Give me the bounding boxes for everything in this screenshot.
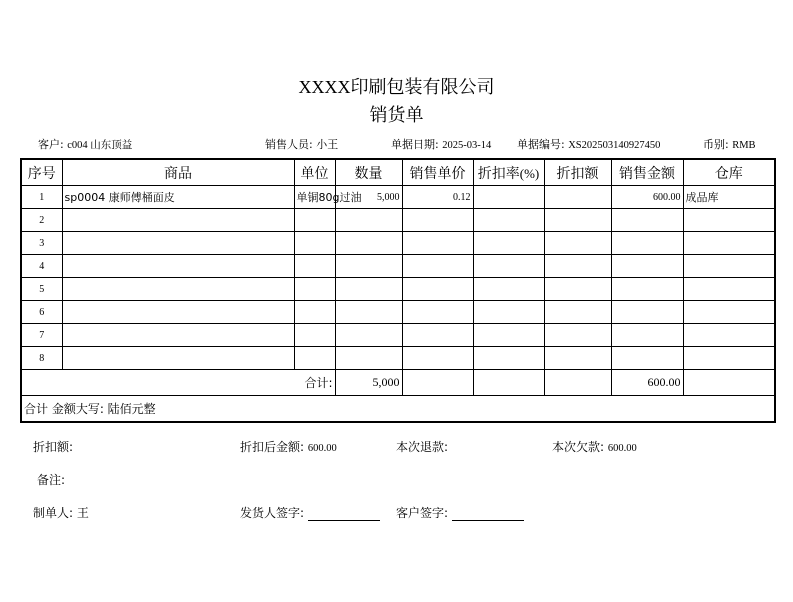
table-row — [21, 347, 775, 370]
row-discount — [544, 255, 611, 278]
header-rate — [473, 159, 544, 186]
currency-value: RMB — [732, 140, 756, 151]
row-product — [62, 278, 294, 301]
shipper-sign-label: 发货人签字: — [240, 506, 305, 520]
header-qty: 数量 — [335, 159, 402, 186]
row-seq: 8 — [21, 347, 62, 370]
row-warehouse — [683, 347, 775, 370]
row-price: 0.12 — [402, 186, 473, 209]
row-seq: 3 — [21, 232, 62, 255]
row-unit — [294, 324, 335, 347]
table-row — [21, 301, 775, 324]
after-discount-field — [240, 438, 337, 455]
table-row — [21, 278, 775, 301]
table-row — [21, 209, 775, 232]
total-row — [21, 370, 775, 396]
row-discount — [544, 186, 611, 209]
remark-field — [37, 471, 65, 488]
row-unit — [294, 255, 335, 278]
row-product — [62, 209, 294, 232]
row-unit — [294, 347, 335, 370]
date-value: 2025-03-14 — [442, 140, 492, 151]
row-warehouse — [683, 301, 775, 324]
row-amount — [611, 255, 683, 278]
amount-words-row — [21, 396, 775, 423]
shipper-sign-line[interactable] — [308, 508, 380, 521]
row-seq: 7 — [21, 324, 62, 347]
docno-field — [517, 136, 660, 152]
sales-field — [265, 136, 338, 152]
maker-value: 王 — [76, 506, 89, 520]
row-amount — [611, 209, 683, 232]
row-rate — [473, 255, 544, 278]
row-qty — [335, 324, 402, 347]
shipper-sign-field — [240, 504, 380, 521]
sales-label: 销售人员: — [265, 138, 313, 151]
owed-field — [552, 438, 637, 455]
date-label: 单据日期: — [391, 138, 439, 151]
header-warehouse: 仓库 — [683, 159, 775, 186]
row-qty — [335, 209, 402, 232]
row-rate — [473, 347, 544, 370]
date-field — [391, 136, 491, 152]
row-product: sp0004 康师傅桶面皮 — [62, 186, 294, 209]
row-price — [402, 301, 473, 324]
company-name: XXXX印刷包装有限公司 — [298, 77, 495, 97]
header-rate-label: 折扣率 — [477, 165, 520, 182]
table-row — [21, 232, 775, 255]
row-unit — [294, 301, 335, 324]
discount-label: 折扣额: — [33, 440, 74, 454]
row-qty — [335, 347, 402, 370]
row-warehouse — [683, 324, 775, 347]
after-discount-value: 600.00 — [307, 443, 337, 454]
row-rate — [473, 186, 544, 209]
table-row — [21, 255, 775, 278]
row-warehouse: 成品库 — [683, 186, 775, 209]
row-amount — [611, 232, 683, 255]
row-unit — [294, 209, 335, 232]
row-rate — [473, 301, 544, 324]
row-product — [62, 347, 294, 370]
total-amount: 600.00 — [611, 370, 683, 396]
total-label: 合计: — [21, 370, 335, 396]
header-product: 商品 — [62, 159, 294, 186]
amount-words: 合计 金额大写: 陆佰元整 — [21, 396, 775, 423]
header-seq: 序号 — [21, 159, 62, 186]
row-seq: 4 — [21, 255, 62, 278]
client-sign-field — [396, 504, 524, 521]
client-sign-line[interactable] — [452, 508, 524, 521]
docno-value: XS202503140927450 — [568, 140, 661, 151]
row-warehouse — [683, 209, 775, 232]
row-price — [402, 324, 473, 347]
row-warehouse — [683, 278, 775, 301]
row-rate — [473, 278, 544, 301]
total-qty: 5,000 — [335, 370, 402, 396]
owed-value: 600.00 — [607, 443, 637, 454]
after-discount-label: 折扣后金额: — [240, 440, 305, 454]
owed-label: 本次欠款: — [552, 440, 605, 454]
row-qty: 5,000 — [335, 186, 402, 209]
customer-field — [38, 136, 132, 152]
row-discount — [544, 209, 611, 232]
row-price — [402, 347, 473, 370]
total-discount-cell — [544, 370, 611, 396]
row-unit — [294, 278, 335, 301]
maker-field — [33, 504, 89, 521]
sales-value: 小王 — [316, 138, 339, 151]
currency-label: 币别: — [703, 138, 729, 151]
customer-label: 客户: — [38, 138, 64, 151]
row-warehouse — [683, 232, 775, 255]
row-discount — [544, 232, 611, 255]
client-sign-label: 客户签字: — [396, 506, 449, 520]
header-price: 销售单价 — [402, 159, 473, 186]
header-rate-suffix: (%) — [519, 165, 540, 181]
sales-table — [20, 158, 776, 423]
row-product — [62, 255, 294, 278]
row-rate — [473, 232, 544, 255]
row-seq: 6 — [21, 301, 62, 324]
row-seq: 2 — [21, 209, 62, 232]
total-price-cell — [402, 370, 473, 396]
header-amount: 销售金额 — [611, 159, 683, 186]
discount-field — [33, 438, 73, 455]
table-row — [21, 186, 775, 209]
row-product — [62, 232, 294, 255]
row-price — [402, 232, 473, 255]
row-amount — [611, 324, 683, 347]
row-price — [402, 278, 473, 301]
row-unit: 单铜80g过油 — [294, 186, 335, 209]
row-amount — [611, 301, 683, 324]
row-rate — [473, 209, 544, 232]
row-discount — [544, 301, 611, 324]
total-warehouse-cell — [683, 370, 775, 396]
row-qty — [335, 232, 402, 255]
row-discount — [544, 347, 611, 370]
row-unit — [294, 232, 335, 255]
row-qty — [335, 278, 402, 301]
table-header-row — [21, 159, 775, 186]
row-product — [62, 301, 294, 324]
row-price — [402, 209, 473, 232]
refund-label: 本次退款: — [396, 440, 449, 454]
remark-label: 备注: — [37, 473, 66, 487]
row-discount — [544, 324, 611, 347]
header-unit: 单位 — [294, 159, 335, 186]
row-price — [402, 255, 473, 278]
refund-field — [396, 438, 448, 455]
total-rate-cell — [473, 370, 544, 396]
row-amount — [611, 347, 683, 370]
header-discount: 折扣额 — [544, 159, 611, 186]
row-amount — [611, 278, 683, 301]
row-rate — [473, 324, 544, 347]
currency-field — [703, 136, 756, 152]
table-row — [21, 324, 775, 347]
doc-title: 销货单 — [369, 105, 424, 126]
row-seq: 1 — [21, 186, 62, 209]
row-product — [62, 324, 294, 347]
row-qty — [335, 301, 402, 324]
docno-label: 单据编号: — [517, 138, 565, 151]
row-amount: 600.00 — [611, 186, 683, 209]
maker-label: 制单人: — [33, 506, 74, 520]
customer-value: c004 山东顶益 — [67, 140, 133, 151]
row-warehouse — [683, 255, 775, 278]
row-discount — [544, 278, 611, 301]
row-seq: 5 — [21, 278, 62, 301]
row-qty — [335, 255, 402, 278]
